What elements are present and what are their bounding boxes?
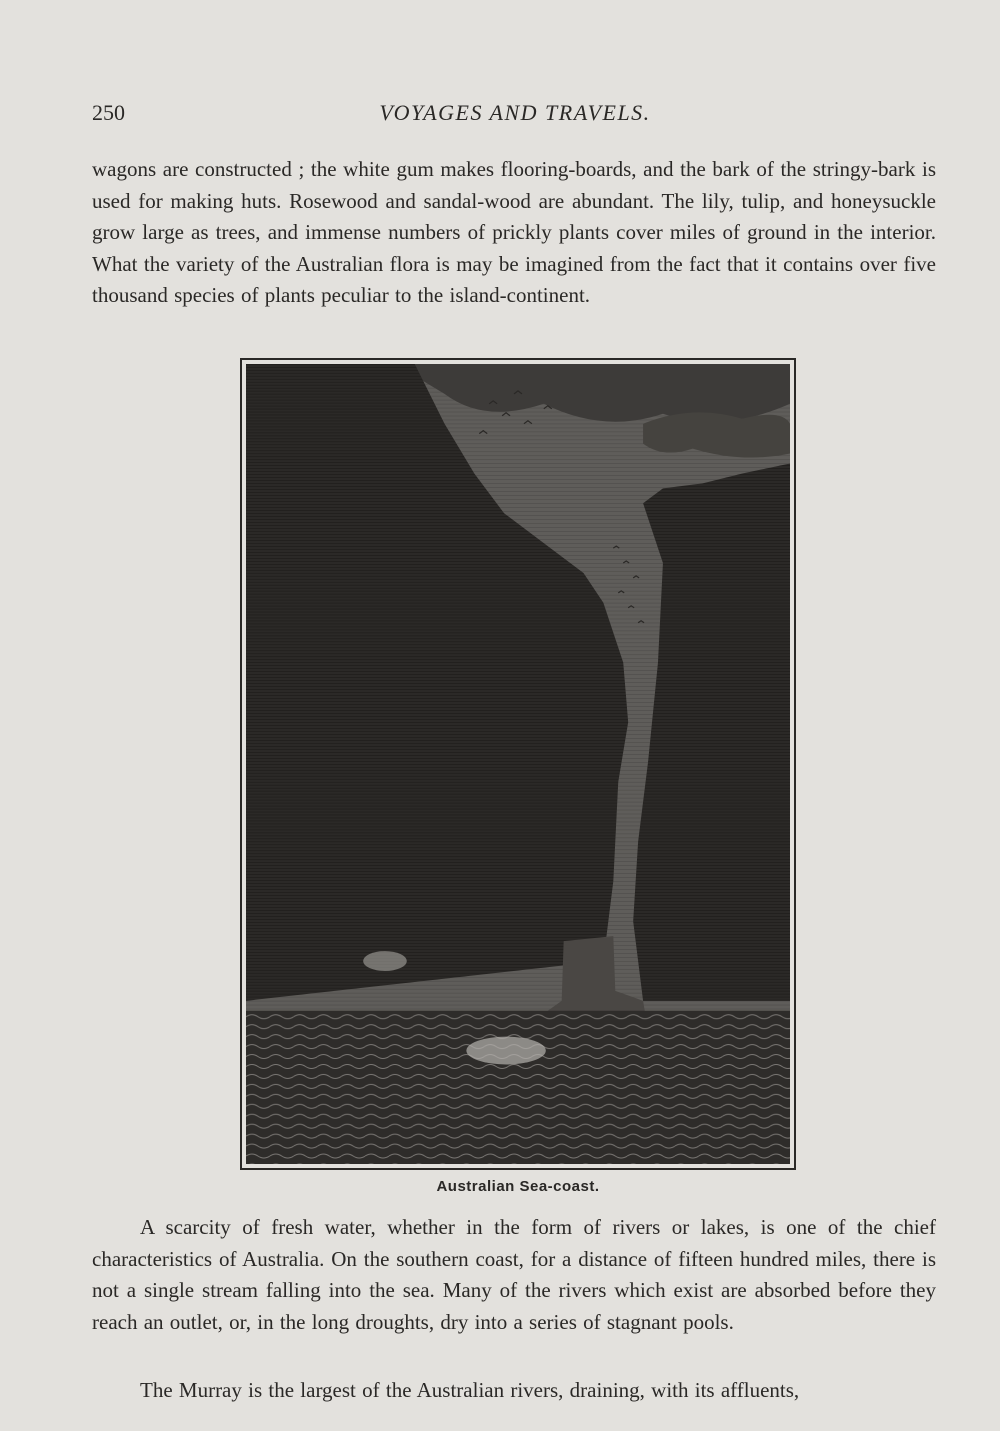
wave-splash xyxy=(363,951,407,971)
sea-coast-engraving xyxy=(246,364,790,1164)
engraving-illustration xyxy=(240,358,796,1170)
running-head: VOYAGES AND TRAVELS. xyxy=(379,100,651,125)
rough-sea xyxy=(246,1011,790,1164)
page-number: 250 xyxy=(92,100,125,125)
paragraph-murray-river: The Murray is the largest of the Australian rivers, draining, with its affluents, xyxy=(140,1378,800,1402)
paragraph-flora: wagons are constructed ; the white gum makes flooring-boards, and the bark of the stringy-bark is used for making huts. Rosewood and sandal-wood are abundant. The lily, tulip, and honeysuckle grow large as trees, and immense numbers of prickly plants cover miles of ground in the interior. What the variety of the Australian flora is may be imagined from the fact that it contains over five thousand species of plants peculiar to the island-continent. xyxy=(92,157,936,308)
paragraph-fresh-water: A scarcity of fresh water, whether in the form of rivers or lakes, is one of the chief characteristics of Australia. On the southern coast, for a distance of fifteen hundred miles, there is not a single stream falling into the sea. Many of the rivers which exist are absorbed before they reach an outlet, or, in the long droughts, dry into a series of stagnant pools. xyxy=(92,1215,936,1334)
cloud-bank xyxy=(643,412,790,457)
page-header xyxy=(92,100,938,136)
right-cliff xyxy=(633,464,790,1001)
figure-caption: Australian Sea-coast. xyxy=(436,1178,600,1195)
sea-spray xyxy=(466,1037,545,1065)
